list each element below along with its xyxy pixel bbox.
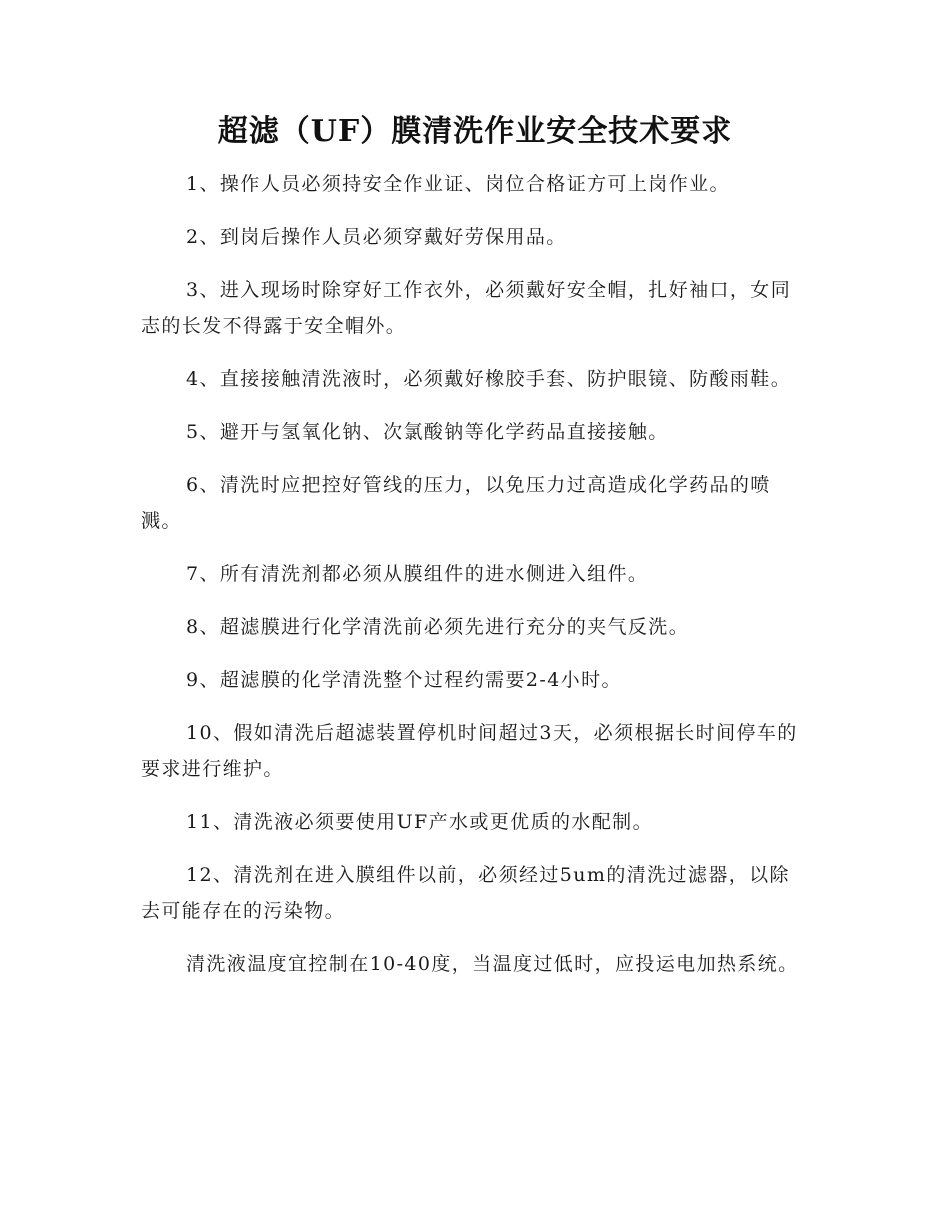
paragraph-3: 3、进入现场时除穿好工作衣外，必须戴好安全帽，扎好袖口，女同志的长发不得露于安全帽外。 [141,279,792,337]
paragraph-2: 2、到岗后操作人员必须穿戴好劳保用品。 [186,226,567,248]
paragraph-8: 8、超滤膜进行化学清洗前必须先进行充分的夹气反洗。 [186,616,690,638]
paragraph-6: 6、清洗时应把控好管线的压力，以免压力过高造成化学药品的喷溅。 [141,474,771,532]
paragraph-4: 4、直接接触清洗液时，必须戴好橡胶手套、防护眼镜、防酸雨鞋。 [186,368,792,390]
document-body [141,166,809,999]
paragraph-7: 7、所有清洗剂都必须从膜组件的进水侧进入组件。 [186,563,649,585]
paragraph-1: 1、操作人员必须持安全作业证、岗位合格证方可上岗作业。 [186,173,730,195]
document-title: 超滤（UF）膜清洗作业安全技术要求 [217,114,733,149]
paragraph-9: 9、超滤膜的化学清洗整个过程约需要2-4小时。 [186,669,622,691]
paragraph-10: 10、假如清洗后超滤装置停机时间超过3天，必须根据长时间停车的要求进行维护。 [141,722,798,780]
paragraph-13: 清洗液温度宜控制在10-40度，当温度过低时，应投运电加热系统。 [186,953,799,975]
paragraph-11: 11、清洗液必须要使用UF产水或更优质的水配制。 [186,811,653,833]
paragraph-12: 12、清洗剂在进入膜组件以前，必须经过5um的清洗过滤器，以除去可能存在的污染物。 [141,864,790,922]
paragraph-5: 5、避开与氢氧化钠、次氯酸钠等化学药品直接接触。 [186,421,669,443]
